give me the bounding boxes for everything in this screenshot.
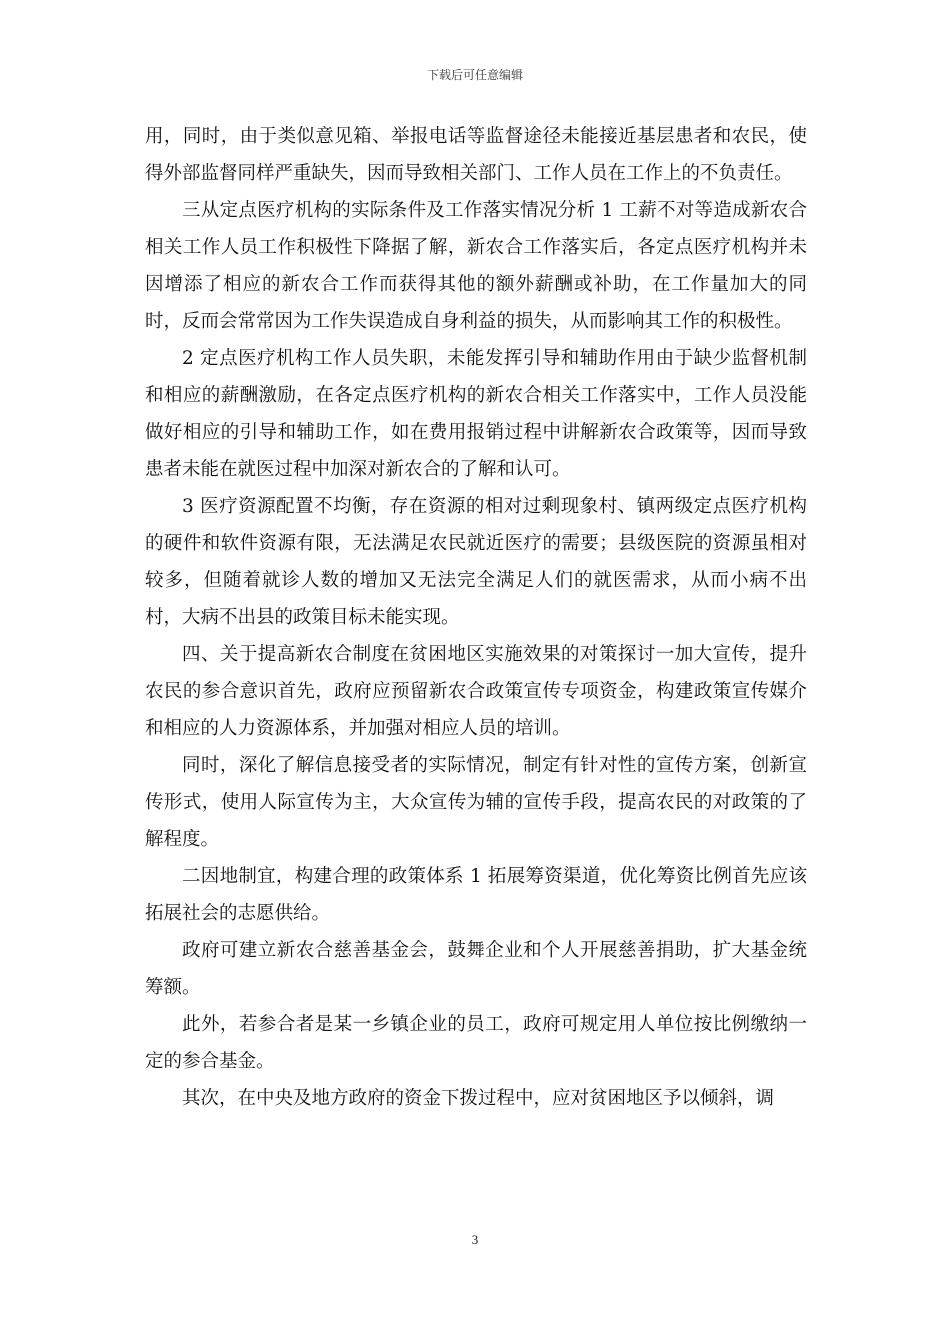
page-number: 3 (471, 1232, 479, 1247)
paragraph-4: 3 医疗资源配置不均衡，存在资源的相对过剩现象村、镇两级定点医疗机构的硬件和软件资源有限，无法满足农民就近医疗的需要；县级医院的资源虽相对较多，但随着就诊人数的增加又无法完全满足人们的就医需求，从而小病不出村，大病不出县的政策目标未能实现。 (145, 496, 807, 628)
paragraph-7: 二因地制宜，构建合理的政策体系 1 拓展筹资渠道，优化筹资比例首先应该拓展社会的志愿供给。 (145, 866, 807, 924)
paragraph-5: 四、关于提高新农合制度在贫困地区实施效果的对策探讨一加大宣传，提升农民的参合意识首先，政府应预留新农合政策宣传专项资金，构建政策宣传媒介和相应的人力资源体系，并加强对相应人员的培训。 (145, 644, 807, 739)
paragraph-2: 三从定点医疗机构的实际条件及工作落实情况分析 1 工薪不对等造成新农合相关工作人员工作积极性下降据了解，新农合工作落实后，各定点医疗机构并未因增添了相应的新农合工作而获得其他的额外薪酬或补助，在工作量加大的同时，反而会常常因为工作失误造成自身利益的损失，从而影响其工作的积极性。 (145, 200, 807, 332)
paragraph-9: 此外，若参合者是某一乡镇企业的员工，政府可规定用人单位按比例缴纳一定的参合基金。 (145, 1014, 807, 1072)
paragraph-8: 政府可建立新农合慈善基金会，鼓舞企业和个人开展慈善捐助，扩大基金统筹额。 (145, 940, 807, 998)
paragraph-10: 其次，在中央及地方政府的资金下拨过程中，应对贫困地区予以倾斜，调 (182, 1088, 775, 1109)
paragraph-6: 同时，深化了解信息接受者的实际情况，制定有针对性的宣传方案，创新宣传形式，使用人际宣传为主，大众宣传为辅的宣传手段，提高农民的对政策的了解程度。 (145, 755, 807, 850)
paragraph-3: 2 定点医疗机构工作人员失职，未能发挥引导和辅助作用由于缺少监督机制和相应的薪酬激励，在各定点医疗机构的新农合相关工作落实中，工作人员没能做好相应的引导和辅助工作，如在费用报销过程中讲解新农合政策等，因而导致患者未能在就医过程中加深对新农合的了解和认可。 (145, 348, 807, 480)
page-header: 下载后可任意编辑 (426, 68, 523, 82)
paragraph-1: 用，同时，由于类似意见箱、举报电话等监督途径未能接近基层患者和农民，使得外部监督同样严重缺失，因而导致相关部门、工作人员在工作上的不负责任。 (145, 126, 807, 184)
document-body (145, 118, 807, 1117)
